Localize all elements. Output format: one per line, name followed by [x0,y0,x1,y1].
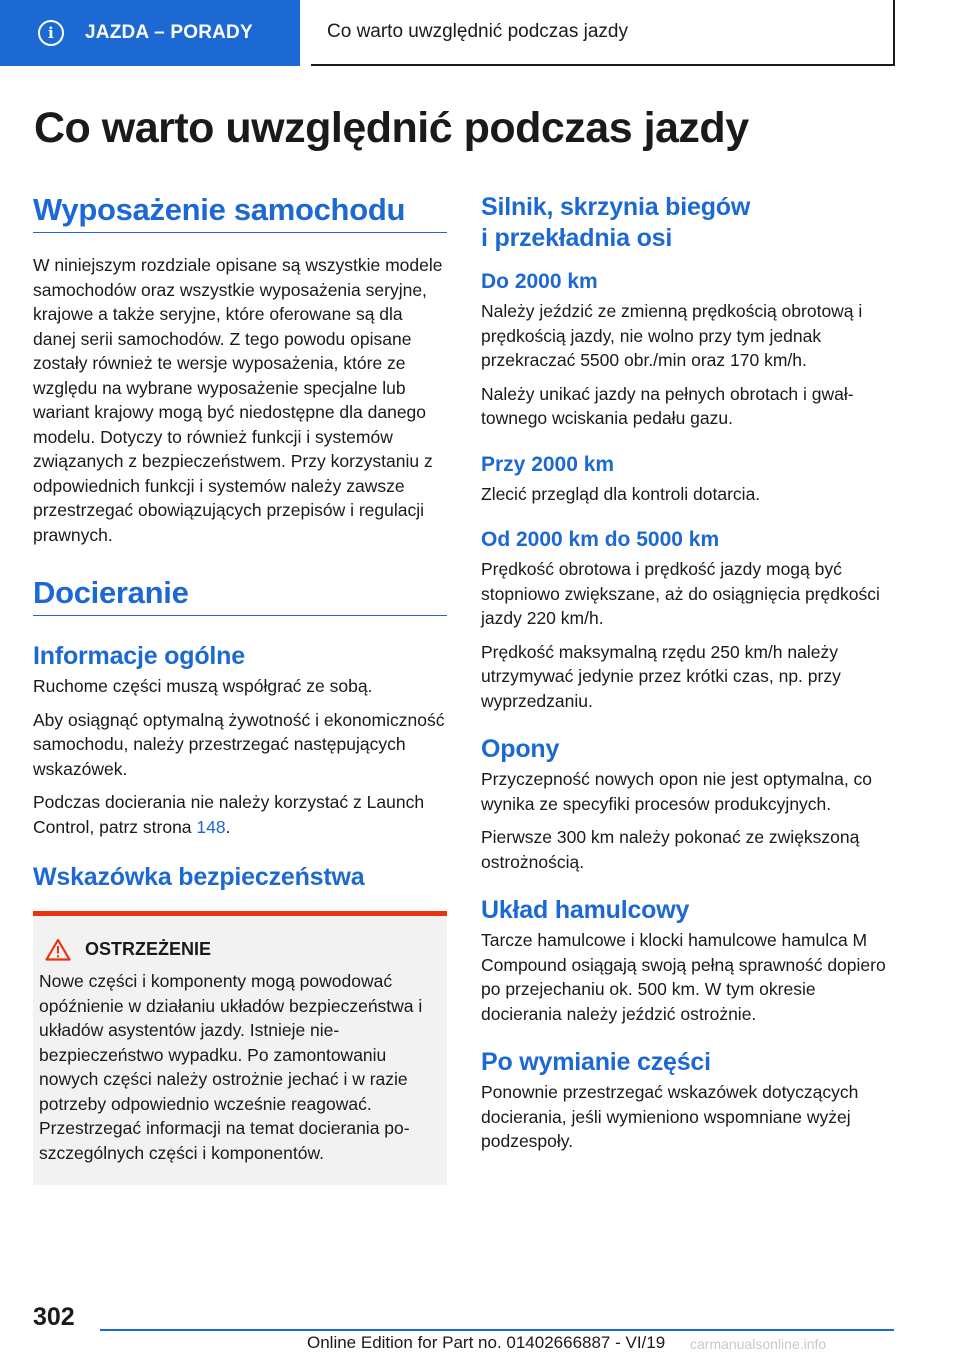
break-in-p2: Aby osiągnąć optymalną żywotność i ekonomiczność samochodu, należy przestrzegać następujących wskazówek. [33,709,445,779]
left-column [33,190,447,1185]
engine-heading [481,192,893,254]
engine-heading-line1: Silnik, skrzynia biegów [481,193,751,221]
page-title: Co warto uwzględnić podczas jazdy [34,104,749,152]
at-2000-heading: Przy 2000 km [481,452,615,476]
break-in-p3-end: . [225,816,231,837]
warning-label: OSTRZEŻENIE [85,939,212,959]
break-in-p1: Ruchome części muszą współgrać ze sobą. [33,676,373,696]
info-icon: i [38,20,64,46]
from-2000-p2: Prędkość maksymalną rzędu 250 km/h należy utrzymywać jedynie przez krótki czas, np. przy wyprzedzaniu. [481,641,841,711]
equipment-heading: Wyposażenie samochodu [33,190,447,233]
break-in-p3 [33,790,447,839]
chapter-title-box [311,0,895,66]
parts-heading: Po wymianie części [481,1048,711,1076]
at-2000-p1: Zlecić przegląd dla kontroli dotarcia. [481,483,761,504]
page-link-148[interactable]: 148 [196,816,226,837]
brakes-heading: Układ hamulcowy [481,896,690,924]
brakes-p1: Tarcze hamulcowe i klocki hamulcowe hamulca M Compound osiągają swoją pełną sprawność dopiero po przejechaniu ok. 500 km. W tym okresie docierania należy jeździć ostrożnie. [481,930,886,1024]
engine-heading-line2: i przekładnia osi [481,224,673,252]
section-tab [0,0,300,66]
from-2000-p1: Prędkość obrotowa i prędkość jazdy mogą być stopniowo zwiększane, aż do osiągnięcia prędkości jazdy 220 km/h. [481,559,880,628]
tyres-heading: Opony [481,735,560,763]
parts-p1: Ponownie przestrzegać wskazówek dotyczących docierania, jeśli wymieniono wspomniane wyżej podzespoły. [481,1082,859,1151]
chapter-title: Co warto uwzględnić podczas jazdy [327,21,628,42]
warning-box [33,911,447,1185]
equipment-text: W niniejszym rozdziale opisane są wszystkie modele samochodów oraz wszystkie wyposażenia seryjne, krajowe a także seryjne, które oferowane są dla danej serii samochodów. Z tego powodu opisane zostały również te wersje wyposażenia, które ze względu na wybrane wyposażenie specjalne lub wariant krajowy mogą być niedostępne dla danego modelu. Dotyczy to również funkcji i systemów związanych z bezpieczeństwem. Przy korzystaniu z odpowiednich funkcji i systemów należy zawsze przestrzegać obowiązujących przepisów i regulacji prawnych. [33,255,443,545]
to-2000-heading: Do 2000 km [481,270,598,293]
watermark: carmanualsonline.info [690,1336,827,1352]
to-2000-p1: Należy jeździć ze zmienną prędkością obrotową i prędkością jazdy, nie wolno przy tym jednak przekraczać 5500 obr./min oraz 170 km/h. [481,301,863,370]
to-2000-p2: Należy unikać jazdy na pełnych obrotach i gwałtownego wciskania pedału gazu. [481,383,854,428]
general-info-heading: Informacje ogólne [33,642,245,670]
footer-rule [100,1329,894,1331]
right-column [481,192,893,1163]
tyres-p1: Przyczepność nowych opon nie jest optymalna, co wynika ze specyfiki procesów produkcyjnych. [481,769,873,814]
warning-text: Nowe części i komponenty mogą powodować opóźnienie w działaniu układów bezpieczeństwa i układów asystentów jazdy. Istnieje niebezpieczeństwo wypadku. Po zamontowaniu nowych części należy ostrożnie jechać i w razie potrzeby odpowiednio wcześnie reagować. Przestrzegać informacji na temat docierania poszczególnych części i komponentów. [39,971,423,1163]
from-2000-heading: Od 2000 km do 5000 km [481,528,720,551]
break-in-heading: Docieranie [33,573,447,616]
section-tab-label: JAZDA – PORADY [85,22,253,43]
break-in-p3-text: Podczas docierania nie należy korzystać z Launch Control, patrz strona [33,792,425,837]
edition-info: Online Edition for Part no. 01402666887 - VI/19 [307,1333,666,1352]
warning-triangle-icon [45,938,71,961]
page-number: 302 [33,1303,75,1331]
tyres-p2: Pierwsze 300 km należy pokonać ze zwiększoną ostrożnością. [481,827,860,872]
safety-heading: Wskazówka bezpieczeństwa [33,863,365,891]
warning-header [39,938,439,961]
